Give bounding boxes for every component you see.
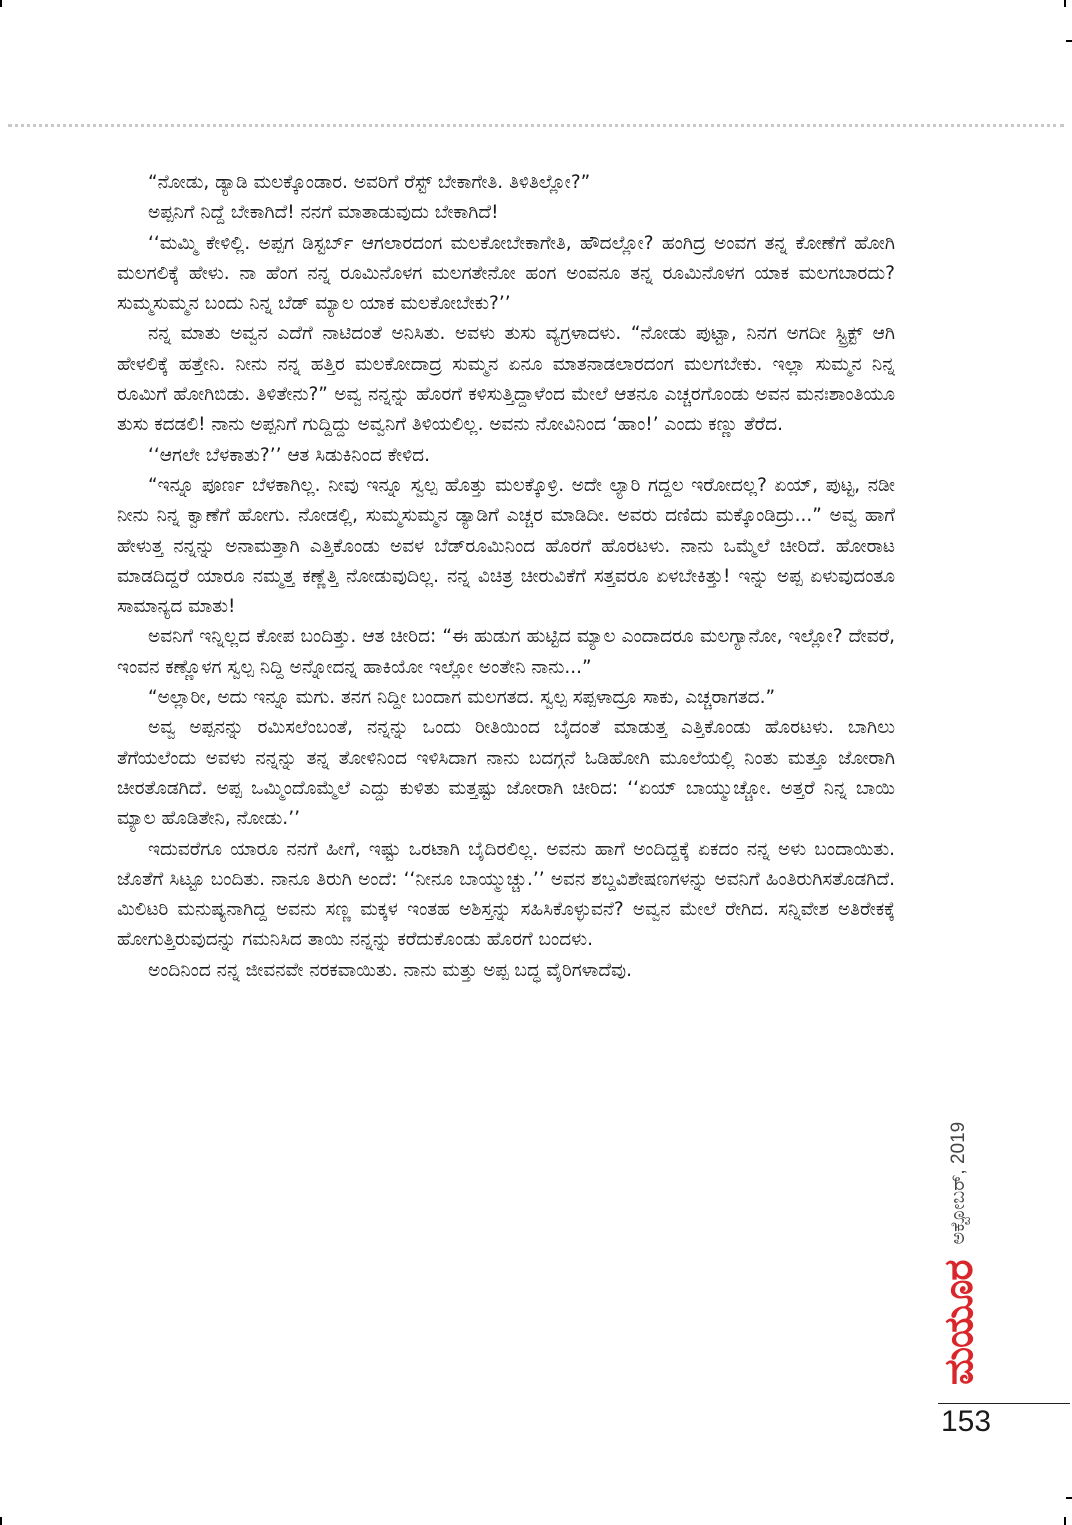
crop-mark-top-left (0, 0, 2, 7)
paragraph: ನನ್ನ ಮಾತು ಅವ್ವನ ಎದೆಗೆ ನಾಟಿದಂತೆ ಅನಿಸಿತು. ಅವಳು ತುಸು ವ್ಯಗ್ರಳಾದಳು. “ನೋಡು ಪುಟ್ಟಾ, ನಿನಗ ಅಗದೀ ಸ್ಟ್ರಿಕ್ಟ್ ಆಗಿ ಹೇಳಲಿಕ್ಕೆ ಹತ್ತೇನಿ. ನೀನು ನನ್ನ ಹತ್ತಿರ ಮಲಕೋದಾದ್ರ ಸುಮ್ಮನ ಏನೂ ಮಾತನಾಡಲಾರದಂಗ ಮಲಗಬೇಕು. ಇಲ್ಲಾ ಸುಮ್ಮನ ನಿನ್ನ ರೂಮಿಗೆ ಹೋಗಿಬಿಡು. ತಿಳಿತೇನು?” ಅವ್ವ ನನ್ನನ್ನು ಹೊರಗೆ ಕಳಿಸುತ್ತಿದ್ದಾಳೆಂದ ಮೇಲೆ ಆತನೂ ಎಚ್ಚರಗೊಂಡು ಅವನ ಮನಃಶಾಂತಿಯೂ ತುಸು ಕದಡಲಿ! ನಾನು ಅಪ್ಪನಿಗೆ ಗುದ್ದಿದ್ದು ಅವ್ವನಿಗೆ ತಿಳಿಯಲಿಲ್ಲ. ಅವನು ನೋವಿನಿಂದ ‘ಹಾಂ!’ ಎಂದು ಕಣ್ಣು ತೆರೆದ. (117, 323, 895, 436)
issue-date: ಅಕ್ಟೋಬರ್, 2019 (948, 1121, 969, 1245)
magazine-logo: ಮಯೂರ (936, 1260, 982, 1385)
paragraph: ಇದುವರೆಗೂ ಯಾರೂ ನನಗೆ ಹೀಗೆ, ಇಷ್ಟು ಒರಟಾಗಿ ಬೈದಿರಲಿಲ್ಲ. ಅವನು ಹಾಗೆ ಅಂದಿದ್ದಕ್ಕೆ ಏಕದಂ ನನ್ನ ಅಳು ಬಂದಾಯಿತು. ಜೊತೆಗೆ ಸಿಟ್ಟೂ ಬಂದಿತು. ನಾನೂ ತಿರುಗಿ ಅಂದೆ: ‘‘ನೀನೂ ಬಾಯ್ಮುಚ್ಚು.’’ ಅವನ ಶಬ್ದವಿಶೇಷಣಗಳನ್ನು ಅವನಿಗೆ ಹಿಂತಿರುಗಿಸತೊಡಗಿದೆ. ಮಿಲಿಟರಿ ಮನುಷ್ಯನಾಗಿದ್ದ ಅವನು ಸಣ್ಣ ಮಕ್ಕಳ ಇಂತಹ ಅಶಿಸ್ತನ್ನು ಸಹಿಸಿಕೊಳ್ಳುವನೆ? ಅವ್ವನ ಮೇಲೆ ರೇಗಿದ. ಸನ್ನಿವೇಶ ಅತಿರೇಕಕ್ಕೆ ಹೋಗುತ್ತಿರುವುದನ್ನು ಗಮನಿಸಿದ ತಾಯಿ ನನ್ನನ್ನು ಕರೆದುಕೊಂಡು ಹೊರಗೆ ಬಂದಳು. (117, 838, 895, 951)
crop-mark-right-lower (1066, 1497, 1072, 1499)
paragraph: ‘‘ಆಗಲೇ ಬೆಳಕಾತು?’’ ಆತ ಸಿಡುಕಿನಿಂದ ಕೇಳಿದ. (148, 444, 431, 466)
magazine-sidebar (934, 1075, 984, 1385)
article-body (117, 168, 895, 986)
folio-rule (938, 1403, 1070, 1404)
paragraph: ಅವನಿಗೆ ಇನ್ನಿಲ್ಲದ ಕೋಪ ಬಂದಿತ್ತು. ಆತ ಚೀರಿದ: “ಈ ಹುಡುಗ ಹುಟ್ಟಿದ ಮ್ಯಾಲ ಎಂದಾದರೂ ಮಲಗ್ಯಾನೋ, ಇಲ್ಲೋ? ದೇವರೆ, ಇಂವನ ಕಣ್ಣೊಳಗ ಸ್ವಲ್ಪ ನಿದ್ದಿ ಅನ್ನೋದನ್ನ ಹಾಕಿಯೋ ಇಲ್ಲೋ ಅಂತೇನಿ ನಾನು...” (117, 626, 895, 678)
crop-mark-right-upper (1066, 40, 1072, 42)
crop-mark-top-right (1064, 0, 1066, 7)
paragraph: ‘‘ಮಮ್ಮಿ ಕೇಳಿಲ್ಲಿ. ಅಪ್ಪಗ ಡಿಸ್ಟರ್ಬ್ ಆಗಲಾರದಂಗ ಮಲಕೋಬೇಕಾಗೇತಿ, ಹೌದಲ್ಲೋ? ಹಂಗಿದ್ರ ಅಂವಗ ತನ್ನ ಕೋಣೆಗೆ ಹೋಗಿ ಮಲಗಲಿಕ್ಕೆ ಹೇಳು. ನಾ ಹೆಂಗ ನನ್ನ ರೂಮಿನೊಳಗ ಮಲಗತೇನೋ ಹಂಗ ಅಂವನೂ ತನ್ನ ರೂಮಿನೊಳಗ ಯಾಕ ಮಲಗಬಾರದು? ಸುಮ್ಮಸುಮ್ಮನ ಬಂದು ನಿನ್ನ ಬೆಡ್ ಮ್ಯಾಲ ಯಾಕ ಮಲಕೋಬೇಕು?’’ (117, 232, 895, 315)
paragraph: “ಇನ್ನೂ ಪೂರ್ಣ ಬೆಳಕಾಗಿಲ್ಲ. ನೀವು ಇನ್ನೂ ಸ್ವಲ್ಪ ಹೊತ್ತು ಮಲಕ್ಕೊಳ್ರಿ. ಅದೇ ಲ್ಯಾರಿ ಗದ್ದಲ ಇರೋದಲ್ಲ? ಏಯ್, ಪುಟ್ಟ, ನಡೀ ನೀನು ನಿನ್ನ ಕ್ವಾಣೆಗೆ ಹೋಗು. ನೋಡಲ್ಲಿ, ಸುಮ್ಮಸುಮ್ಮನ ಡ್ಯಾಡಿಗೆ ಎಚ್ಚರ ಮಾಡಿದೀ. ಅವರು ದಣಿದು ಮಕ್ಕೊಂಡಿದ್ರು...” ಅವ್ವ ಹಾಗೆ ಹೇಳುತ್ತ ನನ್ನನ್ನು ಅನಾಮತ್ತಾಗಿ ಎತ್ತಿಕೊಂಡು ಅವಳ ಬೆಡ್‌ರೂಮಿನಿಂದ ಹೊರಗೆ ಹೊರಟಳು. ನಾನು ಒಮ್ಮೆಲೆ ಚೀರಿದೆ. ಹೋರಾಟ ಮಾಡದಿದ್ದರೆ ಯಾರೂ ನಮ್ಮತ್ತ ಕಣ್ಣೆತ್ತಿ ನೋಡುವುದಿಲ್ಲ. ನನ್ನ ವಿಚಿತ್ರ ಚೀರುವಿಕೆಗೆ ಸತ್ತವರೂ ಏಳಬೇಕಿತ್ತು! ಇನ್ನು ಅಪ್ಪ ಏಳುವುದಂತೂ ಸಾಮಾನ್ಯದ ಮಾತು! (117, 474, 895, 618)
paragraph: “ಅಲ್ಲಾರೀ, ಅದು ಇನ್ನೂ ಮಗು. ತನಗ ನಿದ್ದೀ ಬಂದಾಗ ಮಲಗತದ. ಸ್ವಲ್ಪ ಸಪ್ಪಳಾದ್ರೂ ಸಾಕು, ಎಚ್ಚರಾಗತದ.” (148, 687, 776, 709)
paragraph: ಅವ್ವ ಅಪ್ಪನನ್ನು ರಮಿಸಲೆಂಬಂತೆ, ನನ್ನನ್ನು ಒಂದು ರೀತಿಯಿಂದ ಬೈದಂತೆ ಮಾಡುತ್ತ ಎತ್ತಿಕೊಂಡು ಹೊರಟಳು. ಬಾಗಿಲು ತೆಗೆಯಲೆಂದು ಅವಳು ನನ್ನನ್ನು ತನ್ನ ತೋಳಿನಿಂದ ಇಳಿಸಿದಾಗ ನಾನು ಬದಗ್ಗನೆ ಓಡಿಹೋಗಿ ಮೂಲೆಯಲ್ಲಿ ನಿಂತು ಮತ್ತೂ ಜೋರಾಗಿ ಚೀರತೊಡಗಿದೆ. ಅಪ್ಪ ಒಮ್ಮಿಂದೊಮ್ಮೆಲೆ ಎದ್ದು ಕುಳಿತು ಮತ್ತಷ್ಟು ಜೋರಾಗಿ ಚೀರಿದ: ‘‘ಏಯ್ ಬಾಯ್ಮುಚ್ಚೋ. ಅತ್ತರೆ ನಿನ್ನ ಬಾಯಿ ಮ್ಯಾಲ ಹೊಡಿತೇನಿ, ನೋಡು.’’ (117, 717, 895, 830)
crop-mark-bottom-left (0, 1517, 2, 1525)
page-number: 153 (941, 1405, 992, 1438)
paragraph: “ನೋಡು, ಡ್ಯಾಡಿ ಮಲಕ್ಕೊಂಡಾರ. ಅವರಿಗೆ ರೆಸ್ಟ್ ಬೇಕಾಗೇತಿ. ತಿಳಿತಿಲ್ಲೋ?” (148, 172, 591, 193)
paragraph: ಅಪ್ಪನಿಗೆ ನಿದ್ದೆ ಬೇಕಾಗಿದೆ! ನನಗೆ ಮಾತಾಡುವುದು ಬೇಕಾಗಿದೆ! (148, 202, 499, 224)
crop-mark-bottom-right (1064, 1517, 1066, 1525)
header-dotted-rule (8, 124, 1064, 127)
paragraph: ಅಂದಿನಿಂದ ನನ್ನ ಜೀವನವೇ ನರಕವಾಯಿತು. ನಾನು ಮತ್ತು ಅಪ್ಪ ಬದ್ಧ ವೈರಿಗಳಾದೆವು. (148, 959, 633, 981)
magazine-masthead (934, 1075, 984, 1385)
